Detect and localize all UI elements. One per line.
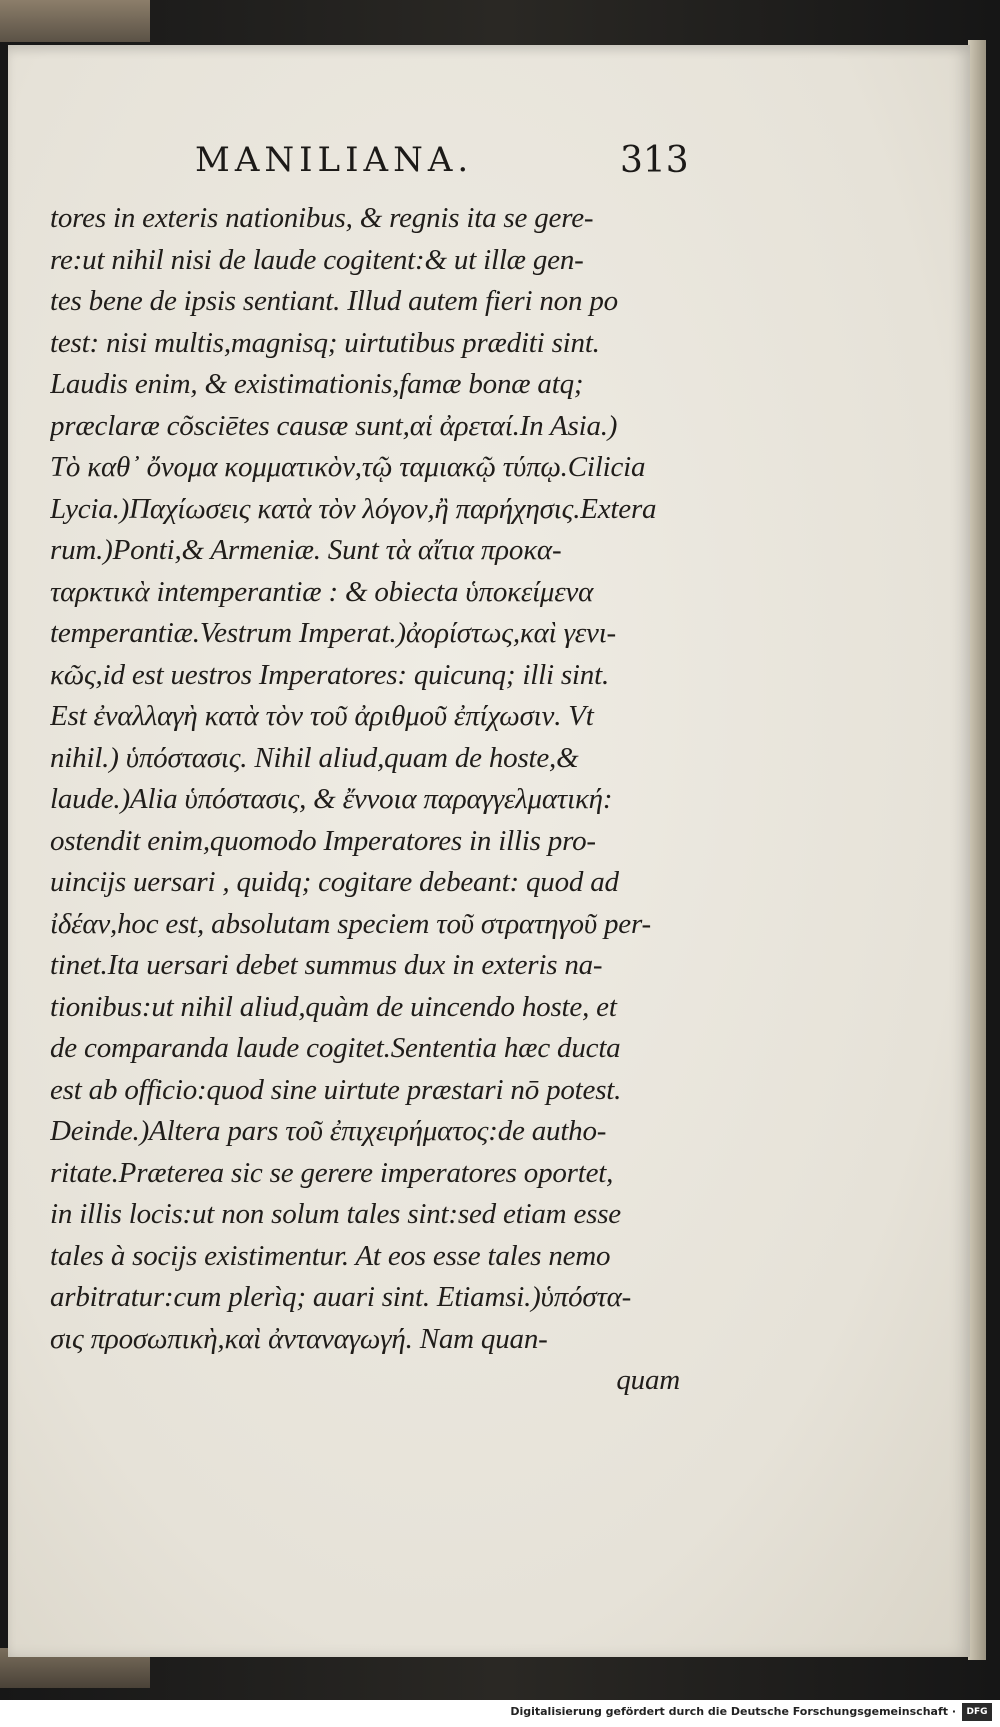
text-line: ritate.Præterea sic se gerere imperatores oportet, [50,1156,614,1189]
text-line: temperantiæ.Vestrum Imperat.)ἀορίστως,καὶ γενι- [50,617,617,649]
page-edge [968,40,986,1660]
text-line: tores in exteris nationibus, & regnis ita se gere- [50,202,594,234]
text-line: Τὸ καθ᾽ ὄνομα κομματικὸν,τῷ ταμιακῷ τύπῳ.Cilicia [50,451,646,483]
text-line: test: nisi multis,magnisq; uirtutibus præditi sint. [50,326,600,359]
text-line: tales à socijs existimentur. At eos esse tales nemo [50,1239,611,1272]
body-text [50,198,690,1402]
text-line: de comparanda laude cogitet.Sententia hæc ducta [50,1032,621,1064]
text-line: laude.)Alia ὑπόστασις, & ἔννοια παραγγελματική: [50,783,613,815]
text-line: ἰδέαν,hoc est, absolutam speciem τοῦ στρατηγοῦ per- [50,907,651,940]
text-line: nihil.) ὑπόστασις. Nihil aliud,quam de hoste,& [50,741,579,774]
text-line: in illis locis:ut non solum tales sint:sed etiam esse [50,1198,621,1230]
text-line: est ab officio:quod sine uirtute præstari nō potest. [50,1073,622,1106]
text-line: Lycia.)Παχίωσεις κατὰ τὸν λόγον,ἢ παρήχησις.Extera [50,492,657,525]
text-line: arbitratur:cum plerìq; auari sint. Etiamsi.)ὑπόστα- [50,1281,632,1313]
text-line: κῶς,id est uestros Imperatores: quicunq; illi sint. [50,658,609,691]
text-line: σις προσωπικὴ,καὶ ἀνταναγωγή. Nam quan- [50,1322,548,1355]
text-line: præclaræ cõsciētes causæ sunt,αἱ ἀρεταί.In Asia.) [50,409,618,442]
text-line: tinet.Ita uersari debet summus dux in exteris na- [50,949,603,981]
text-line: ostendit enim,quomodo Imperatores in illis pro- [50,824,596,857]
page-number: 313 [620,140,689,181]
text-line: tes bene de ipsis sentiant. Illud autem fieri non po [50,285,618,317]
funding-credit: Digitalisierung gefördert durch die Deutsche Forschungsgemeinschaft · [510,1705,956,1718]
text-line: Est ἐναλλαγὴ κατὰ τὸν τοῦ ἀριθμοῦ ἐπίχωσιν. Vt [50,700,594,732]
text-line: ταρκτικὰ intemperantiæ : & obiecta ὑποκείμενα [50,575,594,608]
text-line: rum.)Ponti,& Armeniæ. Sunt τὰ αἴτια προκα- [50,534,562,566]
text-line: uincijs uersari , quidq; cogitare debeant: quod ad [50,866,619,898]
text-line: quam [616,1364,680,1396]
dfg-logo-icon: DFG [962,1703,992,1721]
text-line: Deinde.)Altera pars τοῦ ἐπιχειρήματος:de autho- [50,1115,607,1147]
text-line: Laudis enim, & existimationis,famæ bonæ atq; [50,368,584,400]
text-line: tionibus:ut nihil aliud,quàm de uincendo hoste, et [50,990,617,1023]
running-head: MANILIANA. [195,140,474,180]
text-line: re:ut nihil nisi de laude cogitent:& ut illæ gen- [50,243,584,276]
book-binding-top [0,0,150,42]
